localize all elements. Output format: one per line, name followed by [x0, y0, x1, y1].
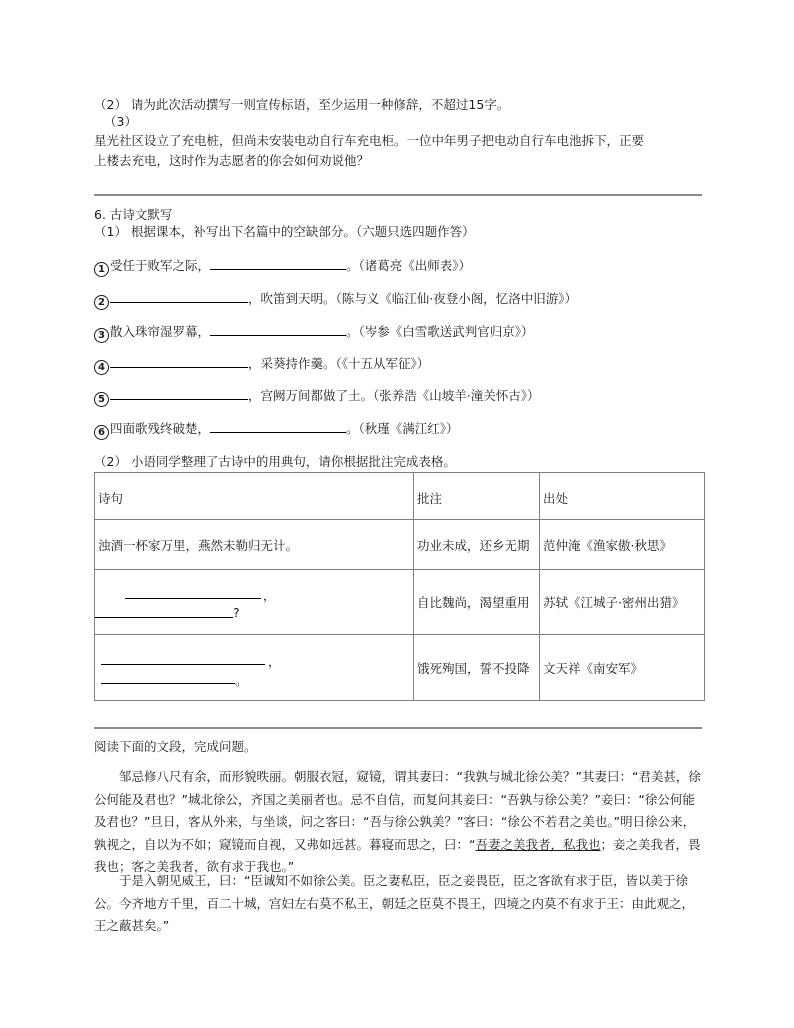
- passage-paragraph-2: 于是入朝见威王，曰：“臣诚知不如徐公美。臣之妻私臣，臣之妾畏臣，臣之客欲有求于臣，皆以美于徐公。今齐地方千里，百二十城，宫妇左右莫不私王，朝廷之臣莫不畏王，四境之内莫不有求于王：由此观之，王之蔽甚矣。”: [94, 873, 695, 933]
- section-6-part-1: （1） 根据课本，补写出下名篇中的空缺部分。（六题只选四题作答）: [94, 224, 475, 239]
- recitation-item-1: [94, 256, 471, 277]
- answer-blank[interactable]: [110, 290, 248, 303]
- item-suffix: ，采葵持作羹。（《十五从军征》）: [248, 356, 430, 371]
- section-6-part-2: （2） 小语同学整理了古诗中的用典句，请你根据批注完成表格。: [94, 454, 456, 469]
- section-divider: [94, 727, 702, 729]
- item-suffix: 。（秋瑾《满江红》）: [346, 421, 459, 436]
- note-cell: 功业未成，还乡无期: [414, 520, 540, 570]
- underlined-sentence: 吾妻之美我者，私我也: [475, 836, 601, 852]
- header-source: 出处: [540, 473, 705, 520]
- answer-blank[interactable]: [210, 323, 346, 336]
- item-prefix: 散入珠帘湿罗幕，: [110, 324, 211, 339]
- table-header-row: [95, 473, 705, 520]
- source-cell: 苏轼《江城子·密州出猎》: [540, 570, 705, 635]
- item-number: 1: [94, 262, 109, 277]
- allusion-table: [94, 472, 705, 701]
- answer-blank[interactable]: [210, 257, 346, 270]
- recitation-item-5: [94, 386, 539, 407]
- answer-line[interactable]: [95, 617, 233, 618]
- verse-period: 。: [235, 672, 248, 688]
- answer-line[interactable]: [101, 683, 235, 684]
- note-cell: 自比魏尚，渴望重用: [414, 570, 540, 635]
- item-suffix: 。（诸葛亮《出师表》）: [346, 258, 472, 273]
- source-cell: 文天祥《南安军》: [540, 635, 705, 701]
- item-prefix: 四面歌残终破楚，: [110, 421, 211, 436]
- passage-text: 邹忌修八尺有余，而形貌昳丽。朝服衣冠，窥镜，谓其妻曰：“我孰与城北徐公美？”其妻曰：“君美甚，徐公何能及君也？”城北徐公，齐国之美丽者也。忌不自信，而复问其妾曰：“吾孰与徐公美？”妾曰：“徐公何能及君也？”旦日，客从外来，与坐谈，问之客曰：“吾与徐公孰美？”客曰：“徐公不若君之美也。”明日徐公来，孰视之，自以为不如；窥镜而自视，又弗如远甚。暮寝而思之，曰：“: [94, 769, 701, 852]
- reading-intro: 阅读下面的文段，完成问题。: [94, 739, 257, 754]
- header-verse: 诗句: [95, 473, 414, 520]
- item-number: 6: [94, 425, 109, 440]
- answer-blank[interactable]: [110, 387, 248, 400]
- recitation-item-2: [94, 289, 577, 310]
- recitation-item-3: [94, 322, 534, 343]
- item-number: 4: [94, 360, 109, 375]
- item-number: 5: [94, 392, 109, 407]
- table-row: [95, 570, 705, 635]
- table-row: [95, 520, 705, 570]
- verse-question-mark: ?: [233, 604, 240, 620]
- verse-comma: ，: [263, 587, 276, 603]
- header-note: 批注: [414, 473, 540, 520]
- item-suffix: 。（岑参《白雪歌送武判官归京》）: [346, 324, 534, 339]
- passage-text: ；妾之美我者，畏我也；客之美我者，欲有求于我也。”: [94, 836, 701, 874]
- section-6-title: 6. 古诗文默写: [94, 207, 173, 222]
- section-divider: [94, 194, 702, 196]
- verse-cell[interactable]: [95, 635, 414, 701]
- verse-cell: 浊酒一杯家万里，燕然未勒归无计。: [95, 520, 414, 570]
- item-number: 2: [94, 295, 109, 310]
- recitation-item-6: [94, 419, 459, 440]
- table-row: [95, 635, 705, 701]
- verse-comma: ，: [268, 653, 281, 669]
- item-number: 3: [94, 328, 109, 343]
- item-prefix: 受任于败军之际，: [110, 258, 211, 273]
- recitation-item-4: [94, 354, 429, 375]
- answer-blank[interactable]: [110, 355, 248, 368]
- note-cell: 饿死殉国，誓不投降: [414, 635, 540, 701]
- question-3-line-1: 星光社区设立了充电桩，但尚未安装电动自行车充电柜。一位中年男子把电动自行车电池拆下，正要: [94, 133, 645, 148]
- answer-line[interactable]: [125, 598, 261, 599]
- answer-line[interactable]: [101, 664, 265, 665]
- answer-blank[interactable]: [210, 420, 346, 433]
- item-suffix: ，吹笛到天明。（陈与义《临江仙·夜登小阁，忆洛中旧游》）: [248, 291, 577, 306]
- item-suffix: ，宫阙万间都做了土。（张养浩《山坡羊·潼关怀古》）: [248, 388, 540, 403]
- question-3-number: （3）: [104, 114, 137, 129]
- question-2: （2） 请为此次活动撰写一则宣传标语，至少运用一种修辞，不超过15字。: [94, 97, 510, 112]
- question-3-line-2: 上楼去充电，这时作为志愿者的你会如何劝说他？: [94, 153, 370, 168]
- source-cell: 范仲淹《渔家傲·秋思》: [540, 520, 705, 570]
- passage-paragraph-1: [94, 766, 702, 879]
- verse-cell[interactable]: [95, 570, 414, 635]
